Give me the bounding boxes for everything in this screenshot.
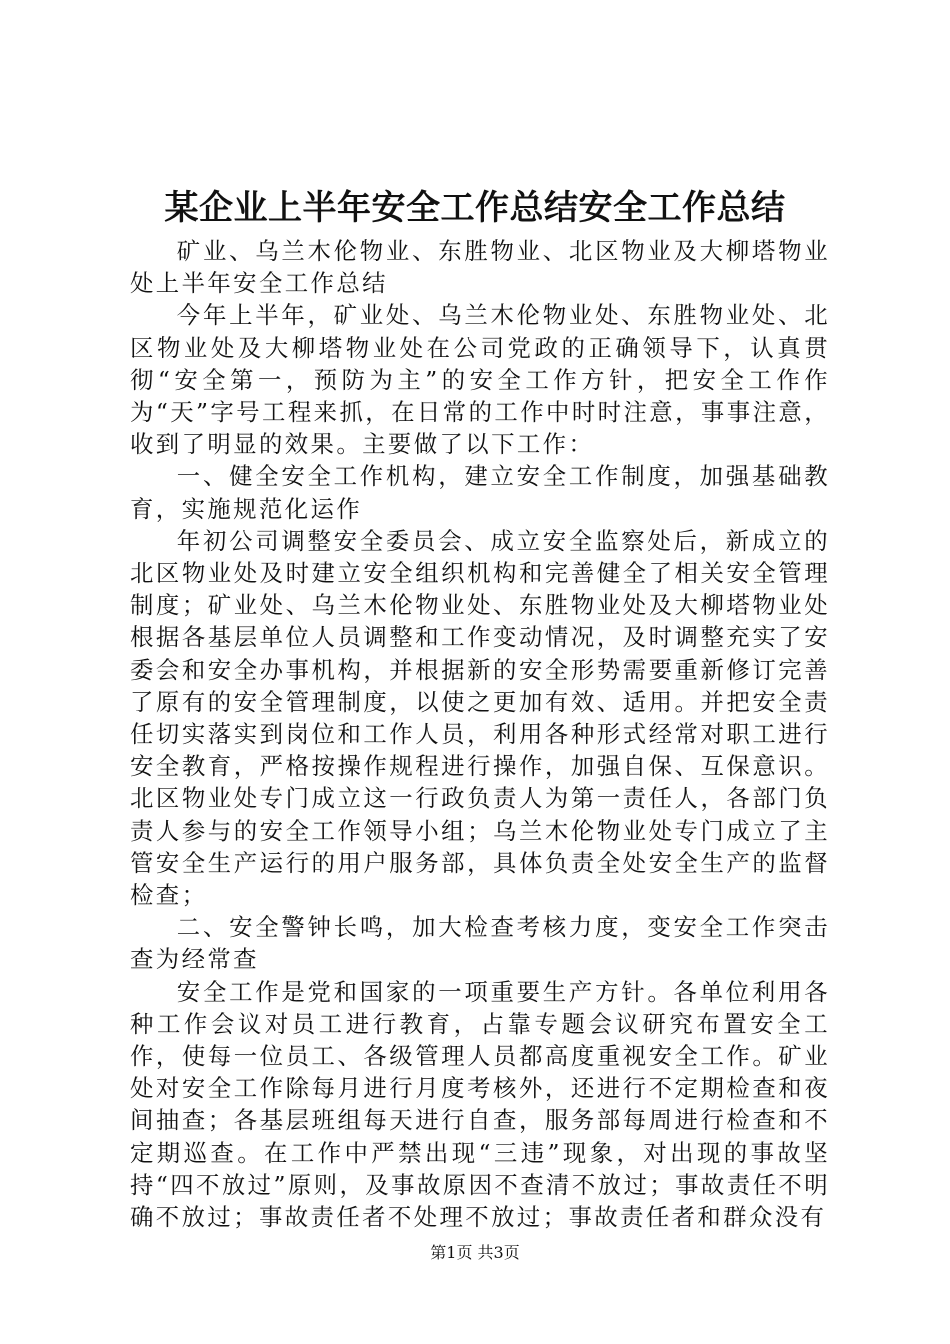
paragraph: 今年上半年，矿业处、乌兰木伦物业处、东胜物业处、北区物业处及大柳塔物业处在公司党政的正确领导下，认真贯彻“安全第一，预防为主”的安全工作方针，把安全工作作为“天”字号工程来抓，在日常的工作中时时注意，事事注意，收到了明显的效果。主要做了以下工作： bbox=[130, 301, 830, 459]
paragraph: 矿业、乌兰木伦物业、东胜物业、北区物业及大柳塔物业处上半年安全工作总结 bbox=[130, 237, 830, 298]
document-body bbox=[130, 235, 830, 1233]
document-title: 某企业上半年安全工作总结安全工作总结 bbox=[164, 188, 786, 228]
page-number-footer: 第1页 共3页 bbox=[430, 1243, 520, 1262]
section-heading: 二、安全警钟长鸣，加大检查考核力度，变安全工作突击查为经常查 bbox=[130, 913, 830, 974]
section-heading: 一、健全安全工作机构，建立安全工作制度，加强基础教育，实施规范化运作 bbox=[130, 462, 830, 523]
paragraph: 年初公司调整安全委员会、成立安全监察处后，新成立的北区物业处及时建立安全组织机构和完善健全了相关安全管理制度；矿业处、乌兰木伦物业处、东胜物业处及大柳塔物业处根据各基层单位人员调整和工作变动情况，及时调整充实了安委会和安全办事机构，并根据新的安全形势需要重新修订完善了原有的安全管理制度，以使之更加有效、适用。并把安全责任切实落实到岗位和工作人员，利用各种形式经常对职工进行安全教育，严格按操作规程进行操作，加强自保、互保意识。北区物业处专门成立这一行政负责人为第一责任人，各部门负责人参与的安全工作领导小组；乌兰木伦物业处专门成立了主管安全生产运行的用户服务部，具体负责全处安全生产的监督检查； bbox=[130, 526, 830, 910]
paragraph: 安全工作是党和国家的一项重要生产方针。各单位利用各种工作会议对员工进行教育，占靠专题会议研究布置安全工作，使每一位员工、各级管理人员都高度重视安全工作。矿业处对安全工作除每月进行月度考核外，还进行不定期检查和夜间抽查；各基层班组每天进行自查，服务部每周进行检查和不定期巡查。在工作中严禁出现“三违”现象，对出现的事故坚持“四不放过”原则，及事故原因不查清不放过；事故责任不明确不放过；事故责任者不处理不放过；事故责任者和群众没有 bbox=[130, 977, 830, 1232]
